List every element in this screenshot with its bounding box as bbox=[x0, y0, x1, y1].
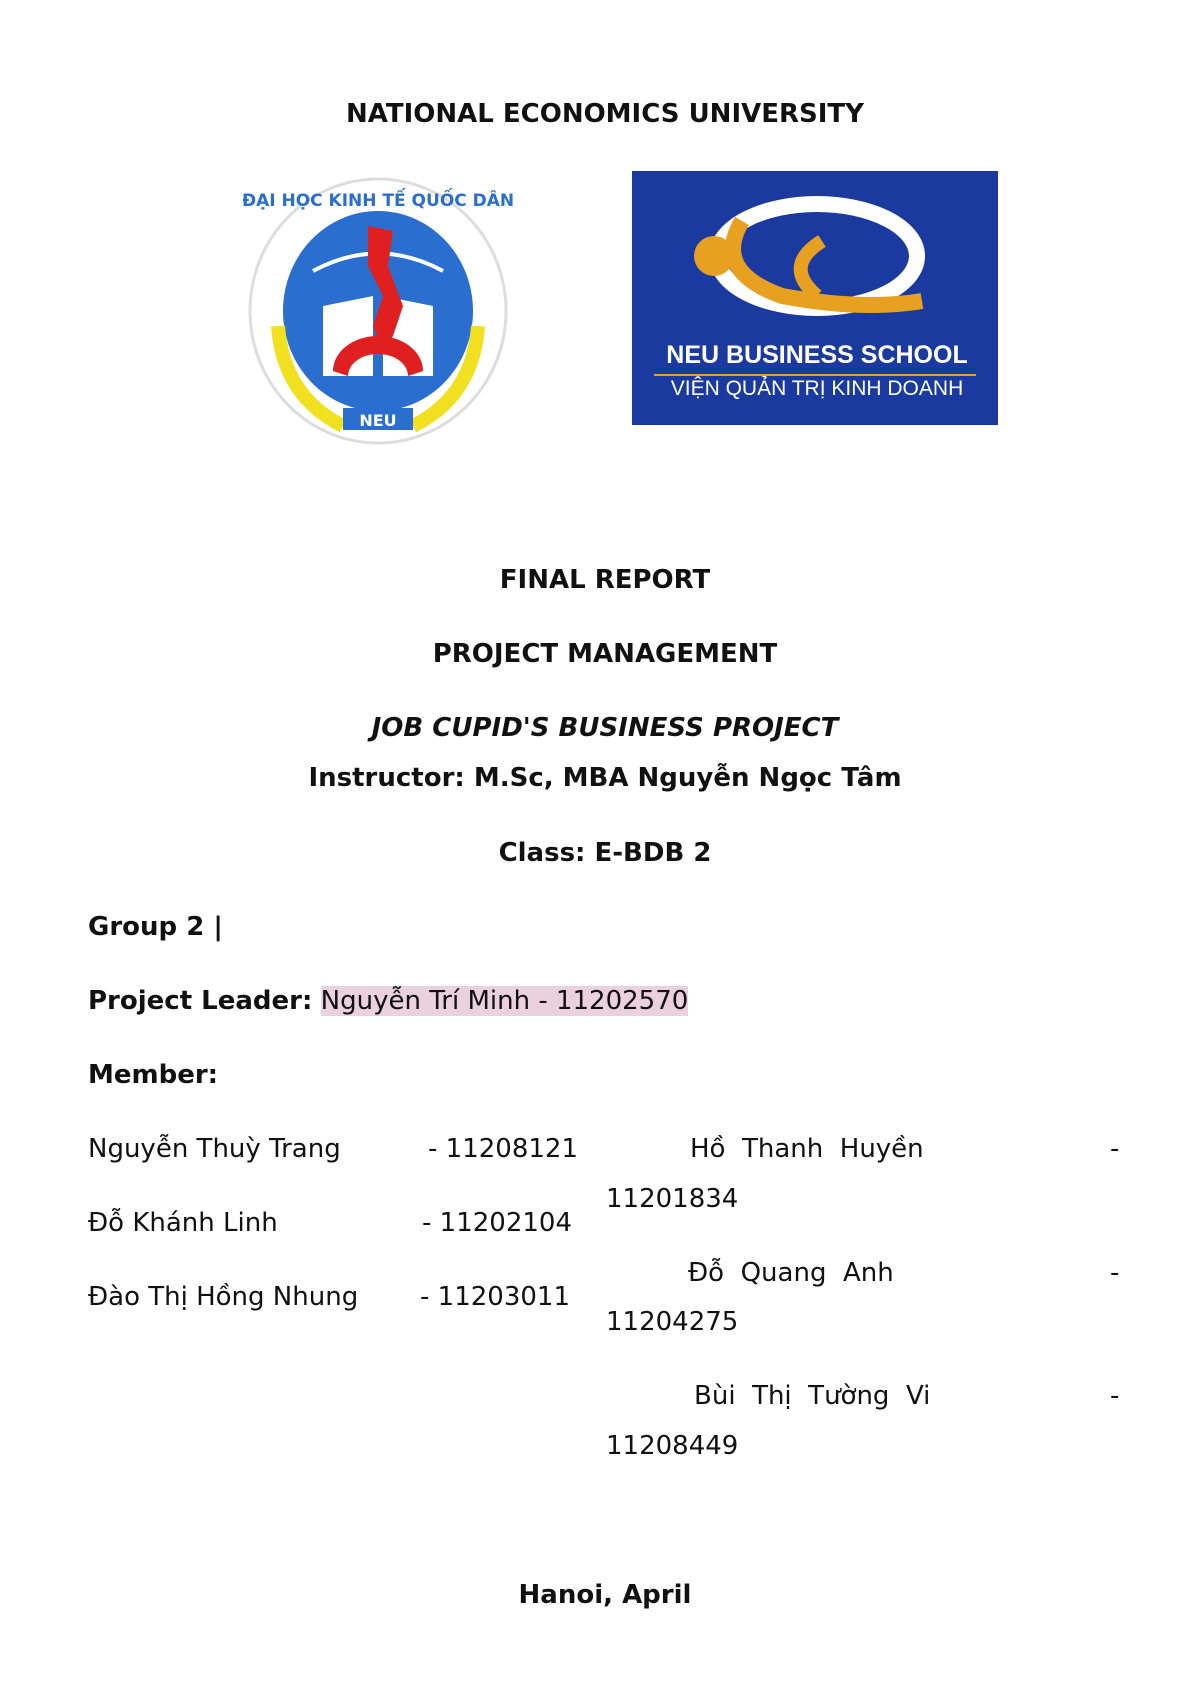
instructor: Instructor: M.Sc, MBA Nguyễn Ngọc Tâm bbox=[308, 763, 902, 793]
project-leader bbox=[88, 985, 688, 1017]
member-name: Hồ Thanh Huyền bbox=[690, 1134, 924, 1164]
member-dash: - bbox=[1110, 1381, 1120, 1411]
member-name: Đỗ Quang Anh bbox=[688, 1258, 894, 1288]
subject: PROJECT MANAGEMENT bbox=[432, 639, 778, 669]
member-name: Bùi Thị Tường Vi bbox=[694, 1381, 931, 1411]
neu-university-logo bbox=[243, 176, 513, 446]
footer-location-date: Hanoi, April bbox=[518, 1580, 692, 1610]
leader-label: Project Leader: bbox=[88, 986, 313, 1016]
member-id: - 11203011 bbox=[420, 1282, 570, 1312]
member-dash: - bbox=[1110, 1134, 1120, 1164]
group: Group 2 | bbox=[88, 912, 223, 942]
member-name: Đào Thị Hồng Nhung bbox=[88, 1282, 359, 1312]
class: Class: E-BDB 2 bbox=[498, 838, 712, 868]
neu-business-school-logo bbox=[632, 171, 998, 425]
divider bbox=[654, 374, 976, 376]
leader-value: Nguyễn Trí Minh - 11202570 bbox=[320, 986, 689, 1016]
member-name: Nguyễn Thuỳ Trang bbox=[88, 1134, 341, 1164]
member-id: - 11202104 bbox=[422, 1208, 572, 1238]
member-name: Đỗ Khánh Linh bbox=[88, 1208, 278, 1238]
member-id: 11204275 bbox=[606, 1307, 739, 1337]
report-type: FINAL REPORT bbox=[499, 565, 711, 595]
svg-text:NEU: NEU bbox=[359, 411, 397, 430]
university-name: NATIONAL ECONOMICS UNIVERSITY bbox=[346, 99, 864, 129]
school-subtitle: VIỆN QUẢN TRỊ KINH DOANH bbox=[670, 377, 964, 400]
member-dash: - bbox=[1110, 1258, 1120, 1288]
svg-text:ĐẠI HỌC KINH TẾ QUỐC DÂN: ĐẠI HỌC KINH TẾ QUỐC DÂN bbox=[243, 191, 513, 211]
school-title: NEU BUSINESS SCHOOL bbox=[666, 341, 968, 369]
member-id: 11201834 bbox=[606, 1184, 739, 1214]
member-id: 11208449 bbox=[606, 1431, 739, 1461]
member-label: Member: bbox=[88, 1060, 219, 1090]
project-title: JOB CUPID'S BUSINESS PROJECT bbox=[371, 713, 839, 743]
member-id: - 11208121 bbox=[428, 1134, 578, 1164]
